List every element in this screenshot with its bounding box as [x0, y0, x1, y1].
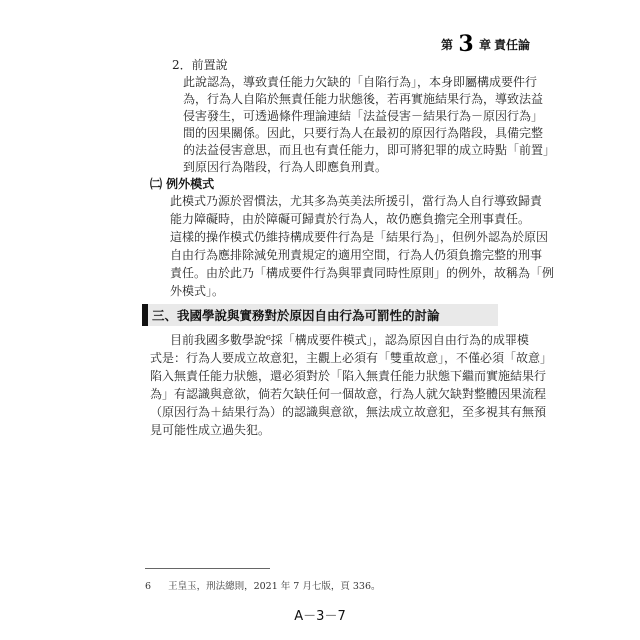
paragraph-line: 外模式」。: [170, 284, 225, 298]
exception-heading: ㈡ 例外模式: [150, 177, 215, 191]
chapter-header: [441, 33, 530, 55]
paragraph-line: 此說認為，導致責任能力欠缺的「自陷行為」，本身即屬構成要件行: [183, 75, 538, 89]
chapter-prefix: 第: [440, 37, 453, 52]
footnote-divider: [145, 568, 270, 569]
paragraph-line: 能力障礙時，由於障礙可歸責於行為人，故仍應負擔完全刑事責任。: [170, 212, 531, 226]
paragraph-line: 為，行為人自陷於無責任能力狀態後，若再實施結果行為，導致法益: [183, 92, 544, 106]
paragraph-line: 侵害發生，可透過條件理論連結「法益侵害－結果行為－原因行為」: [183, 109, 544, 123]
paragraph-line: 為」有認識與意欲，倘若欠缺任何一個故意，行為人就欠缺對整體因果流程: [150, 387, 547, 401]
paragraph-line: 見可能性成立過失犯。: [150, 423, 271, 437]
paragraph-line: 陷入無責任能力狀態，還必須對於「陷入無責任能力狀態下繼而實施結果行: [150, 369, 547, 383]
chapter-number: 3: [458, 31, 474, 57]
paragraph-line: 此模式乃源於習慣法，尤其多為英美法所援引，當行為人自行導致歸責: [170, 194, 543, 208]
section-title: 三、我國學說與實務對於原因自由行為可罰性的討論: [152, 308, 440, 323]
section-heading-bar: [142, 304, 498, 326]
paragraph-line: 這樣的操作模式仍維持構成要件行為是「結果行為」，但例外認為於原因: [170, 230, 549, 244]
chapter-title: 責任論: [493, 37, 530, 52]
section-accent: [142, 304, 148, 326]
footnote-text: 王皇玉，刑法總則，2021 年 7 月七版，頁 336。: [168, 581, 381, 592]
paragraph-line: 自由行為應排除減免刑責規定的適用空間，行為人仍須負擔完整的刑事: [170, 248, 543, 262]
footnote: [145, 578, 381, 592]
page-number: A－3－7: [294, 609, 346, 624]
paragraph-line: 的法益侵害意思，而且也有責任能力，即可將犯罪的成立時點「前置」: [183, 143, 556, 157]
paragraph-line: 責任。由於此乃「構成要件行為與罪責同時性原則」的例外，故稱為「例: [170, 266, 555, 280]
footnote-number: 6: [145, 581, 152, 592]
paragraph-line: 式是：行為人要成立故意犯，主觀上必須有「雙重故意」，不僅必須「故意」: [150, 351, 553, 365]
paragraph-line: （原因行為＋結果行為）的認識與意欲，無法成立故意犯，至多視其有無預: [150, 405, 547, 419]
paragraph-line: 到原因行為階段，行為人即應負刑責。: [183, 160, 388, 174]
paragraph-line: 間的因果關係。因此，只要行為人在最初的原因行為階段，具備完整: [183, 126, 544, 140]
chapter-suffix: 章: [478, 37, 491, 52]
subsection-heading: 2．前置說: [172, 58, 228, 72]
paragraph-line: 目前我國多數學說⁶採「構成要件模式」，認為原因自由行為的成罪模: [170, 333, 529, 347]
